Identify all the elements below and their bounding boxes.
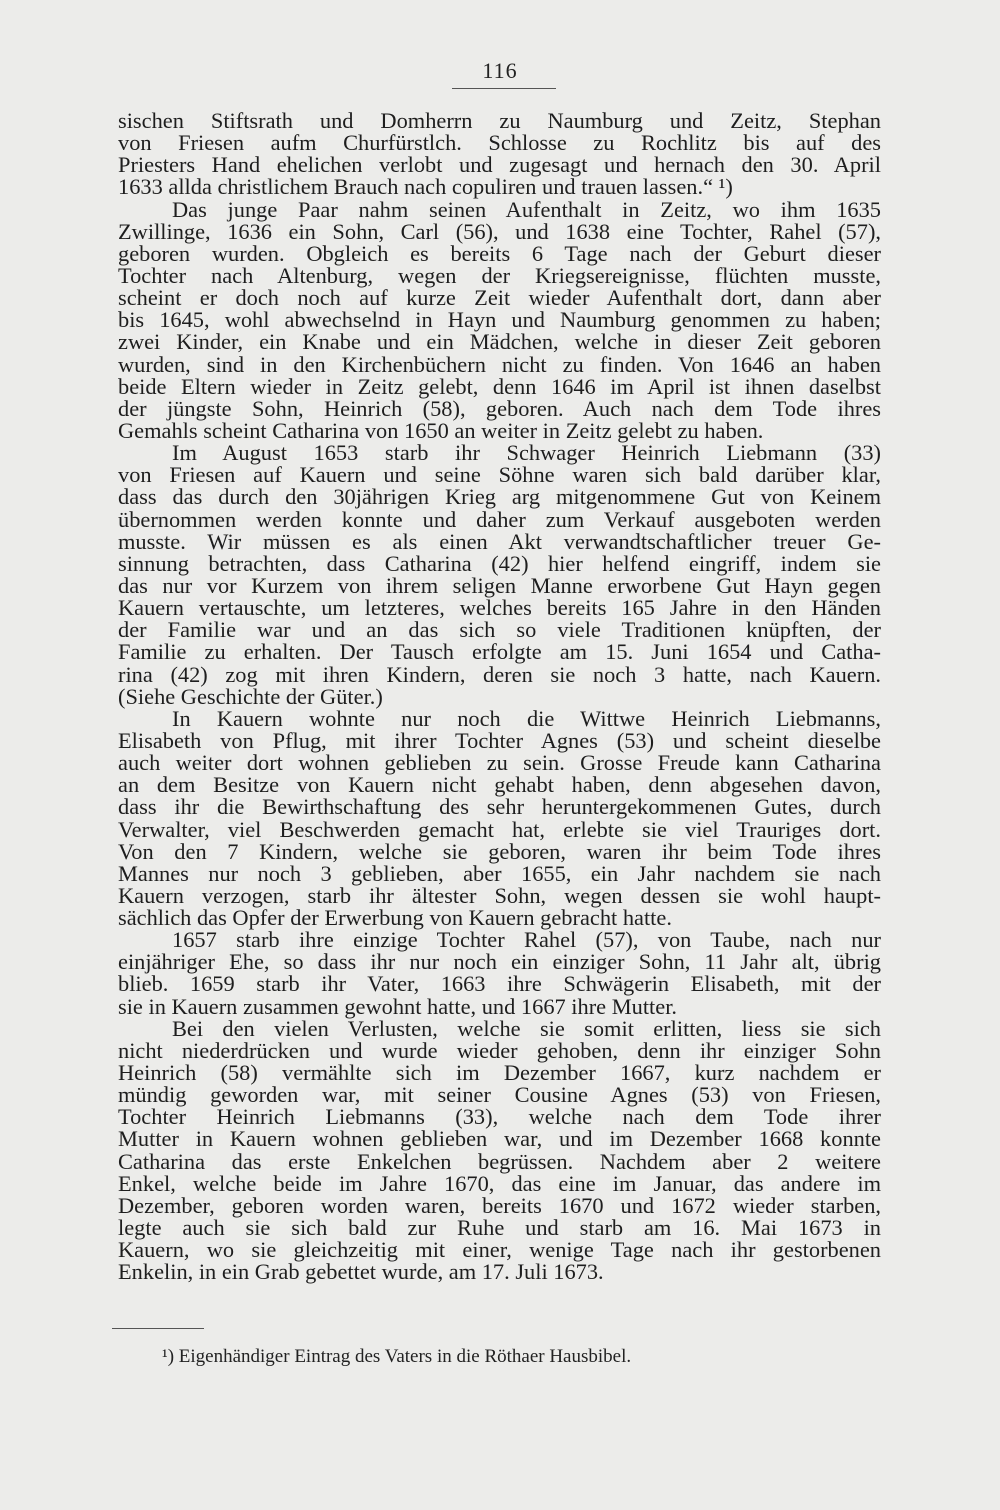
text-line: Tochter Heinrich Liebmanns (33), welche nach dem Tode ihrer bbox=[118, 1104, 881, 1130]
text-line: (Siehe Geschichte der Güter.) bbox=[118, 683, 383, 709]
paragraph bbox=[118, 705, 881, 931]
text-line: der jüngste Sohn, Heinrich (58), geboren. Auch nach dem Tode ihres bbox=[118, 395, 881, 421]
text-line: Familie zu erhalten. Der Tausch erfolgte am 15. Juni 1654 und Catha- bbox=[118, 639, 881, 665]
text-line: blieb. 1659 starb ihr Vater, 1663 ihre Schwägerin Elisabeth, mit der bbox=[118, 971, 881, 997]
text-line: sächlich das Opfer der Erwerbung von Kauern gebracht hatte. bbox=[118, 905, 672, 931]
text-line: legte auch sie sich bald zur Ruhe und starb am 16. Mai 1673 in bbox=[118, 1215, 881, 1241]
text-line: an dem Besitze von Kauern nicht gehabt haben, denn abgesehen davon, bbox=[118, 772, 881, 798]
paragraph bbox=[118, 196, 881, 443]
text-line: Bei den vielen Verlusten, welche sie somit erlitten, liess sie sich bbox=[172, 1015, 881, 1041]
text-line: Gemahls scheint Catharina von 1650 an weiter in Zeitz gelebt zu haben. bbox=[118, 417, 764, 443]
text-line: Heinrich (58) vermählte sich im Dezember 1667, kurz nachdem er bbox=[118, 1060, 881, 1086]
text-line: mündig geworden war, mit seiner Cousine Agnes (53) von Friesen, bbox=[118, 1082, 881, 1108]
text-line: von Friesen auf Kauern und seine Söhne waren sich bald darüber klar, bbox=[118, 462, 881, 488]
text-line: 1633 allda christlichem Brauch nach copuliren und trauen lassen.“ ¹) bbox=[118, 174, 733, 200]
paragraph bbox=[118, 442, 881, 708]
text-line: Verwalter, viel Beschwerden gemacht hat, erlebte sie viel Trauriges dort. bbox=[118, 816, 881, 842]
text-line: Catharina das erste Enkelchen begrüssen. Nachdem aber 2 weitere bbox=[118, 1148, 881, 1174]
footnote-rule bbox=[112, 1328, 204, 1329]
text-line: Zwillinge, 1636 ein Sohn, Carl (56), und 1638 eine Tochter, Rahel (57), bbox=[118, 218, 881, 244]
text-line: sischen Stiftsrath und Domherrn zu Naumburg und Zeitz, Stephan bbox=[118, 108, 881, 133]
text-line: Im August 1653 starb ihr Schwager Heinrich Liebmann (33) bbox=[172, 440, 881, 466]
text-line: auch weiter dort wohnen geblieben zu sein. Grosse Freude kann Catharina bbox=[118, 750, 881, 776]
text-line: Mutter in Kauern wohnen geblieben war, und im Dezember 1668 konnte bbox=[118, 1126, 881, 1152]
text-line: In Kauern wohnte nur noch die Wittwe Heinrich Liebmanns, bbox=[172, 705, 881, 731]
text-line: 1657 starb ihre einzige Tochter Rahel (57), von Taube, nach nur bbox=[172, 927, 881, 953]
text-line: rina (42) zog mit ihren Kindern, deren sie noch 3 hatte, nach Kauern. bbox=[118, 661, 881, 687]
paragraph bbox=[118, 1015, 881, 1285]
text-line: das nur vor Kurzem von ihrem seligen Manne erworbene Gut Hayn gegen bbox=[118, 572, 881, 598]
page-number-rule bbox=[452, 88, 556, 89]
text-line: musste. Wir müssen es als einen Akt verwandtschaftlicher treuer Ge- bbox=[118, 528, 881, 554]
text-line: dass ihr die Bewirthschaftung des sehr heruntergekommenen Gutes, durch bbox=[118, 794, 881, 820]
text-line: Mannes nur noch 3 geblieben, aber 1655, ein Jahr nachdem sie nach bbox=[118, 860, 881, 886]
paragraph bbox=[118, 110, 881, 199]
text-line: Elisabeth von Pflug, mit ihrer Tochter Agnes (53) und scheint dieselbe bbox=[118, 727, 881, 753]
text-line: Dezember, geboren worden waren, bereits 1670 und 1672 wieder starben, bbox=[118, 1192, 881, 1218]
text-line: von Friesen aufm Churfürstlch. Schlosse zu Rochlitz bis auf des bbox=[118, 130, 881, 156]
text-line: Kauern, wo sie gleichzeitig mit einer, wenige Tage nach ihr gestorbenen bbox=[118, 1237, 881, 1263]
text-line: beide Eltern wieder in Zeitz gelebt, denn 1646 im April ist ihnen daselbst bbox=[118, 373, 881, 399]
text-line: dass das durch den 30jährigen Krieg arg mitgenommene Gut von Keinem bbox=[118, 484, 881, 510]
text-line: einjähriger Ehe, so dass ihr nur noch ein einziger Sohn, 11 Jahr alt, übrig bbox=[118, 949, 881, 975]
text-line: Kauern vertauschte, um letzteres, welches bereits 165 Jahre in den Händen bbox=[118, 595, 881, 621]
paragraph bbox=[118, 929, 881, 1018]
text-line: scheint er doch noch auf kurze Zeit wieder Aufenthalt dort, dann aber bbox=[118, 285, 881, 311]
footnote: ¹) Eigenhändiger Eintrag des Vaters in die Röthaer Hausbibel. bbox=[162, 1346, 632, 1367]
text-line: bis 1645, wohl abwechselnd in Hayn und Naumburg genommen zu haben; bbox=[118, 307, 881, 333]
text-line: Enkelin, in ein Grab gebettet wurde, am 17. Juli 1673. bbox=[118, 1259, 604, 1285]
body-text bbox=[118, 110, 881, 1283]
text-line: Priesters Hand ehelichen verlobt und zugesagt und hernach den 30. April bbox=[118, 152, 881, 178]
text-line: sinnung betrachten, dass Catharina (42) hier helfend eingriff, indem sie bbox=[118, 550, 881, 576]
text-line: wurden, sind in den Kirchenbüchern nicht zu finden. Von 1646 an haben bbox=[118, 351, 881, 377]
text-line: Von den 7 Kindern, welche sie geboren, waren ihr beim Tode ihres bbox=[118, 838, 881, 864]
text-line: übernommen werden konnte und daher zum Verkauf ausgeboten werden bbox=[118, 506, 881, 532]
text-line: zwei Kinder, ein Knabe und ein Mädchen, welche in dieser Zeit geboren bbox=[118, 329, 881, 355]
text-line: Tochter nach Altenburg, wegen der Kriegsereignisse, flüchten musste, bbox=[118, 262, 881, 288]
text-line: Das junge Paar nahm seinen Aufenthalt in Zeitz, wo ihm 1635 bbox=[172, 196, 881, 222]
text-line: der Familie war und an das sich so viele Traditionen knüpften, der bbox=[118, 617, 881, 643]
text-line: sie in Kauern zusammen gewohnt hatte, und 1667 ihre Mutter. bbox=[118, 993, 678, 1019]
text-line: Kauern verzogen, starb ihr ältester Sohn, wegen dessen sie wohl haupt- bbox=[118, 882, 881, 908]
page-number: 116 bbox=[482, 58, 518, 83]
text-line: geboren wurden. Obgleich es bereits 6 Tage nach der Geburt dieser bbox=[118, 240, 881, 266]
text-line: Enkel, welche beide im Jahre 1670, das eine im Januar, das andere im bbox=[118, 1170, 881, 1196]
text-line: nicht niederdrücken und wurde wieder gehoben, denn ihr einziger Sohn bbox=[118, 1037, 881, 1063]
